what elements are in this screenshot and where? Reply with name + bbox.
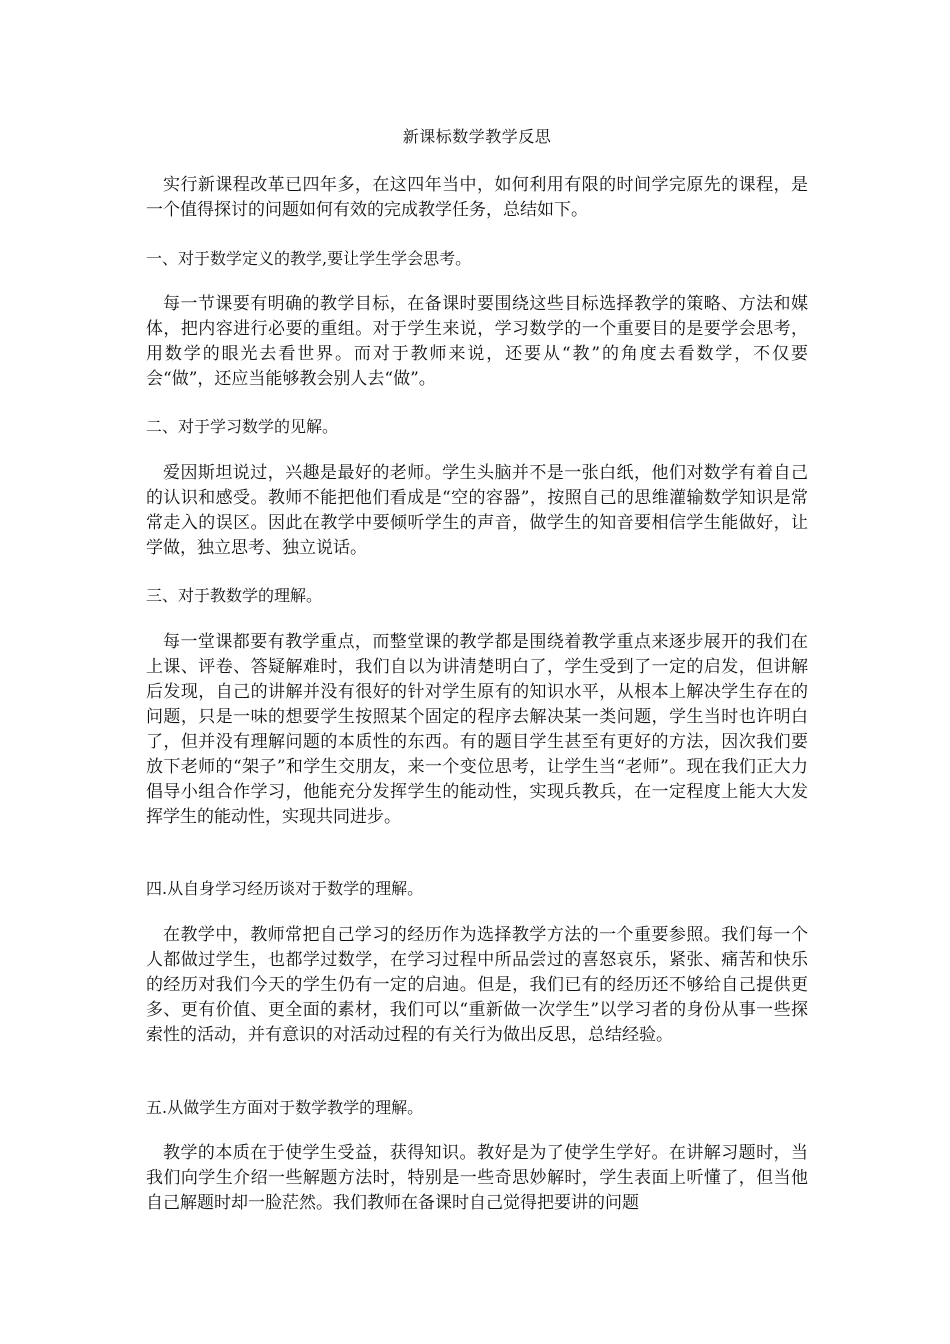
section-1-heading: 一、对于数学定义的教学,要让学生学会思考。 xyxy=(146,249,472,268)
section-4-heading: 四.从自身学习经历谈对于数学的理解。 xyxy=(146,879,424,898)
section-5-body: 教学的本质在于使学生受益，获得知识。教好是为了使学生学好。在讲解习题时，当我们向学生介绍一些解题方法时，特别是一些奇思妙解时，学生表面上听懂了，但当他自己解题时却一脸茫然。我们教师在备课时自己觉得把要讲的问题 xyxy=(146,1143,808,1213)
section-3-heading: 三、对于教数学的理解。 xyxy=(146,586,323,605)
intro-paragraph: 实行新课程改革已四年多，在这四年当中，如何利用有限的时间学完原先的课程，是一个值得探讨的问题如何有效的完成教学任务，总结如下。 xyxy=(146,175,808,220)
section-4-body: 在教学中，教师常把自己学习的经历作为选择教学方法的一个重要参照。我们每一个人都做过学生，也都学过数学，在学习过程中所品尝过的喜怒哀乐，紧张、痛苦和快乐的经历对我们今天的学生仍有一定的启迪。但是，我们已有的经历还不够给自己提供更多、更有价值、更全面的素材，我们可以“重新做一次学生”以学习者的身份从事一些探索性的活动，并有意识的对活动过程的有关行为做出反思，总结经验。 xyxy=(146,925,808,1045)
section-1-body: 每一节课要有明确的教学目标，在备课时要围绕这些目标选择教学的策略、方法和媒体，把内容进行必要的重组。对于学生来说，学习数学的一个重要目的是要学会思考，用数学的眼光去看世界。而对于教师来说，还要从“教”的角度去看数学，不仅要会“做”，还应当能够教会别人去“做”。 xyxy=(146,294,808,389)
document-title: 新课标数学教学反思 xyxy=(402,127,552,146)
section-2-body: 爱因斯坦说过，兴趣是最好的老师。学生头脑并不是一张白纸，他们对数学有着自己的认识和感受。教师不能把他们看成是“空的容器”，按照自己的思维灌输数学知识是常常走入的误区。因此在教学中要倾听学生的声音，做学生的知音要相信学生能做好，让学做，独立思考、独立说话。 xyxy=(146,463,808,558)
section-2-heading: 二、对于学习数学的见解。 xyxy=(146,417,339,436)
section-3-body: 每一堂课都要有教学重点，而整堂课的教学都是围绕着教学重点来逐步展开的我们在上课、评卷、答疑解难时，我们自以为讲清楚明白了，学生受到了一定的启发，但讲解后发现，自己的讲解并没有很好的针对学生原有的知识水平，从根本上解决学生存在的问题，只是一味的想要学生按照某个固定的程序去解决某一类问题，学生当时也许明白了，但并没有理解问题的本质性的东西。有的题目学生甚至有更好的方法，因次我们要放下老师的“架子”和学生交朋友，来一个变位思考，让学生当“老师”。现在我们正大力倡导小组合作学习，他能充分发挥学生的能动性，实现兵教兵，在一定程度上能大大发挥学生的能动性，实现共同进步。 xyxy=(146,632,808,827)
section-5-heading: 五.从做学生方面对于数学教学的理解。 xyxy=(146,1098,424,1117)
